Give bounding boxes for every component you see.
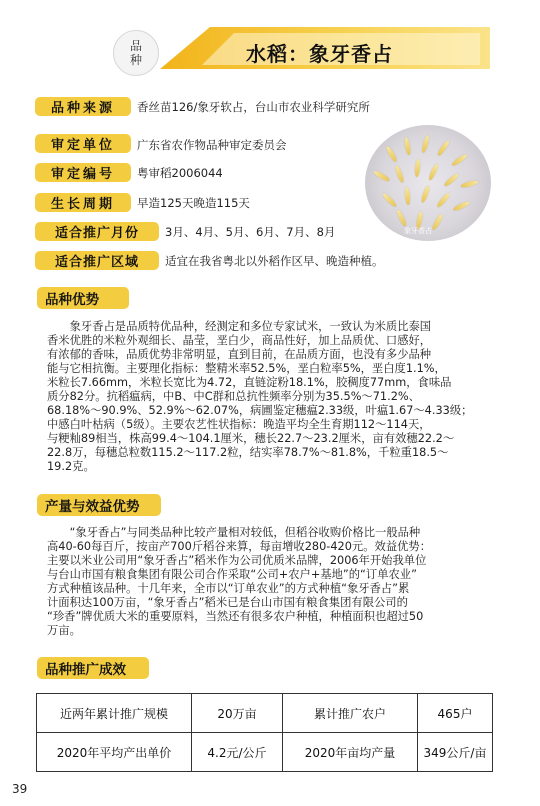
yield-line: 高40-60每百斤，按亩产700斤稻谷来算，每亩增收280-420元。效益优势： <box>47 540 432 553</box>
table-cell: 累计推广农户 <box>283 694 418 733</box>
yield-line: 计面积达100万亩，“象牙香占”稻米已是台山市国有粮食集团有限公司的 <box>47 596 408 609</box>
yield-paragraph <box>47 526 497 638</box>
table-cell: 4.2元/公斤 <box>192 733 283 772</box>
table-cell: 2020年平均产出单价 <box>37 733 192 772</box>
table-cell: 近两年累计推广规模 <box>37 694 192 733</box>
category-char-2: 种 <box>129 53 142 67</box>
value-promotion-region: 适宜在我省粤北以外稻作区早、晚造种植。 <box>165 254 384 268</box>
advantages-line: 米粒长7.66mm，米粒长宽比为4.72，直链淀粉18.1%，胶稠度77mm，食味品 <box>47 376 452 389</box>
category-badge <box>113 30 159 76</box>
yield-line: 方式种植该品种。十几年来，全市以“订单农业”的方式种植“象牙香占”累 <box>47 582 410 595</box>
advantages-line: 质分82分。抗稻瘟病，中B、中C群和总抗性频率分别为35.5%～71.2%、 <box>47 390 420 403</box>
table-cell: 2020年亩均产量 <box>283 733 418 772</box>
advantages-paragraph <box>47 320 497 474</box>
page-title: 水稻：象牙香占 <box>246 42 393 66</box>
table-row <box>37 694 493 733</box>
advantages-line: 有浓郁的香味，品质优势非常明显，直到目前，在品质方面，也没有多少品种 <box>47 348 432 361</box>
results-table <box>36 693 493 772</box>
advantages-line: 中感白叶枯病（5级）。主要农艺性状指标：晚造平均全生育期112～114天， <box>47 418 431 431</box>
yield-line: 万亩。 <box>47 624 81 637</box>
value-promotion-months: 3月、4月、5月、6月、7月、8月 <box>165 225 336 239</box>
yield-line: “象牙香占”与同类品种比较产量相对较低，但稻谷收购价格比一般品种 <box>47 526 421 539</box>
value-source: 香丝苗126/象牙软占，台山市农业科学研究所 <box>137 100 370 114</box>
advantages-line: 能与它相抗衡。主要理化指标：整精米率52.5%，垩白粒率5%，垩白度1.1%， <box>47 362 446 375</box>
advantages-line: 22.8万，每穗总粒数115.2～117.2粒，结实率78.7%～81.8%，千粒重18.5～ <box>47 446 449 459</box>
photo-caption: 象牙香占 <box>404 227 432 235</box>
label-growth-period: 生长周期 <box>35 193 131 212</box>
label-promotion-region: 适合推广区域 <box>35 251 159 270</box>
advantages-line: 象牙香占是品质特优品种，经测定和多位专家试米，一致认为米质比泰国 <box>47 320 432 333</box>
table-row <box>37 733 493 772</box>
yield-line: 与台山市国有粮食集团有限公司合作采取“公司+农户+基地”的“订单农业” <box>47 568 417 581</box>
page-number: 39 <box>12 782 28 796</box>
advantages-line: 香米优胜的米粒外观细长、晶莹，垩白少，商品性好，加上品质优、口感好， <box>47 334 432 347</box>
table-cell: 20万亩 <box>192 694 283 733</box>
label-approval-unit: 审定单位 <box>35 134 131 153</box>
value-approval-number: 粤审稻2006044 <box>137 166 223 180</box>
label-source: 品种来源 <box>35 97 131 116</box>
yield-line: “珍香”牌优质大米的重要原料，当然还有很多农户种植，种植面积也超过50 <box>47 610 424 623</box>
advantages-line: 19.2克。 <box>47 460 95 473</box>
value-approval-unit: 广东省农作物品种审定委员会 <box>137 138 287 152</box>
category-char-1: 品 <box>129 39 142 53</box>
yield-line: 主要以米业公司用“象牙香占”稻米作为公司优质米品牌，2006年开始我单位 <box>47 554 427 567</box>
table-cell: 349公斤/亩 <box>418 733 493 772</box>
table-cell: 465户 <box>418 694 493 733</box>
label-promotion-months: 适合推广月份 <box>35 222 159 241</box>
label-approval-number: 审定编号 <box>35 163 131 182</box>
section-title-results: 品种推广成效 <box>37 657 149 679</box>
advantages-line: 68.18%～90.9%、52.9%～62.07%，病圃鉴定穗瘟2.33级，叶瘟1.67～4.33级； <box>47 404 473 417</box>
rice-grain-photo <box>365 125 491 241</box>
value-growth-period: 早造125天晚造115天 <box>137 196 250 210</box>
section-title-advantages: 品种优势 <box>37 287 129 309</box>
section-title-yield: 产量与效益优势 <box>37 494 161 516</box>
advantages-line: 与粳籼89相当，株高99.4～104.1厘米，穗长22.7～23.2厘米，亩有效穗22.2～ <box>47 432 455 445</box>
